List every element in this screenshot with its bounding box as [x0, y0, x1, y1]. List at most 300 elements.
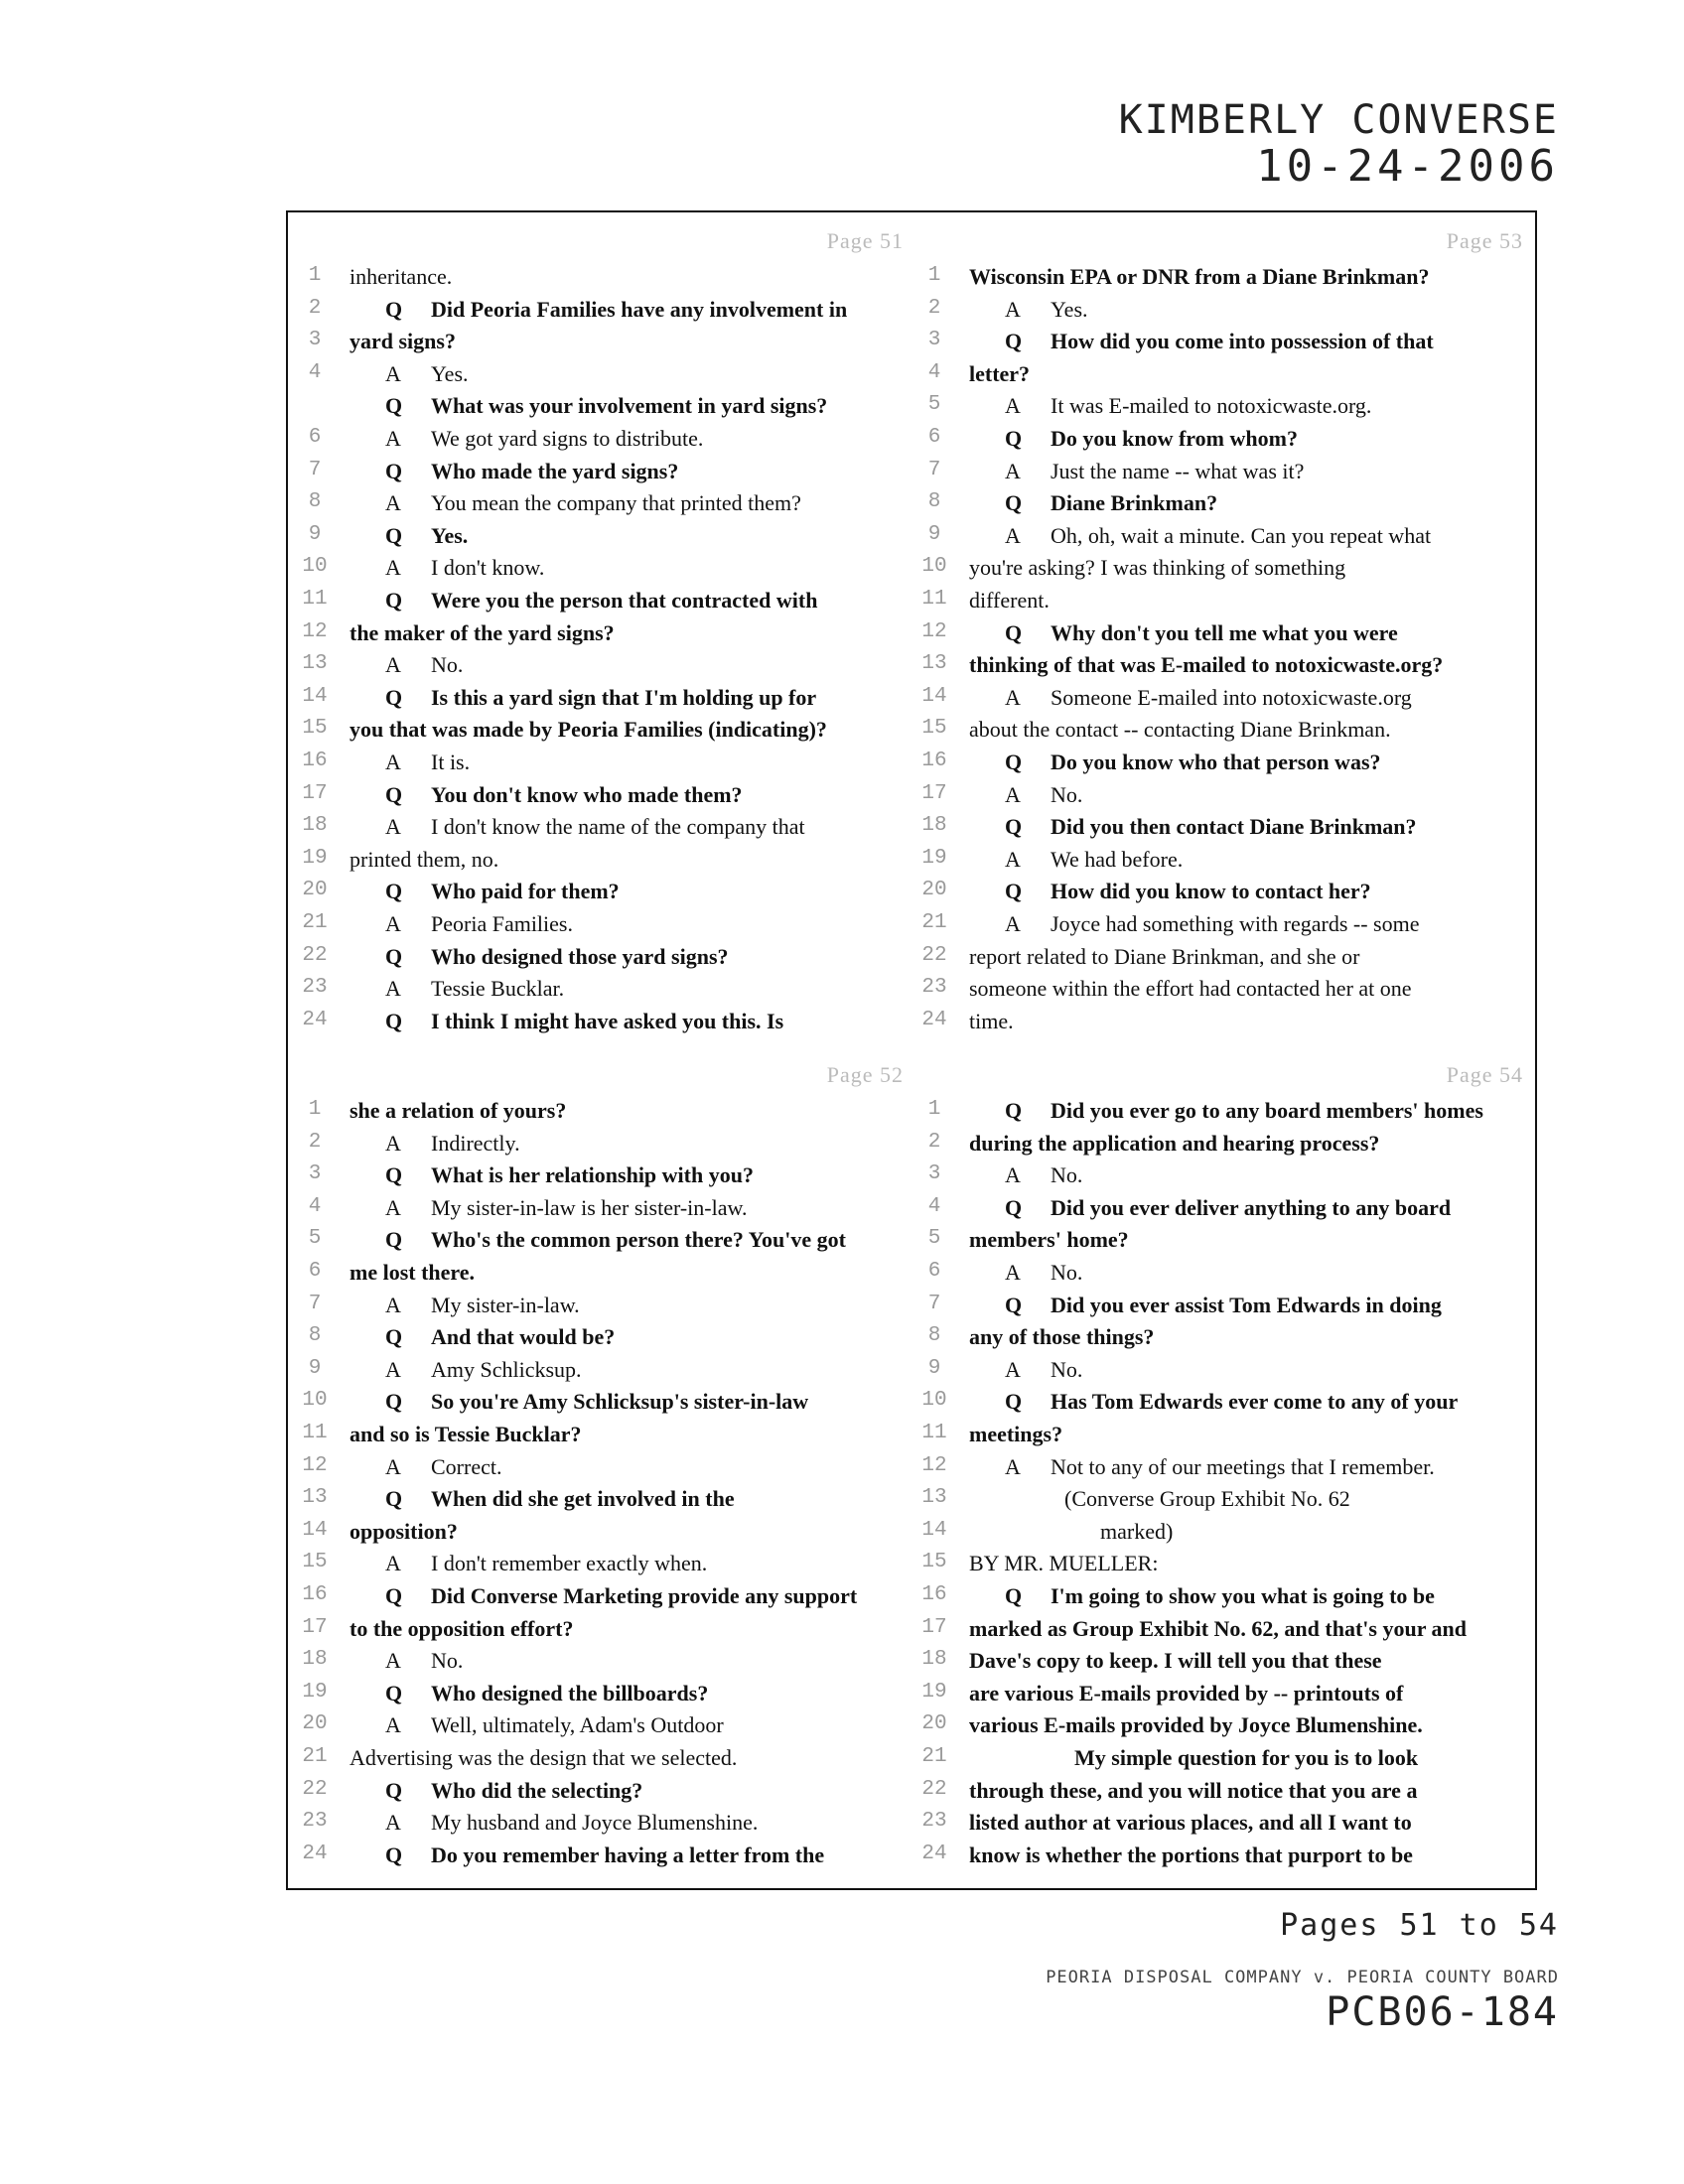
line-number: 22 [921, 1777, 947, 1801]
answer-marker: A [385, 1551, 401, 1576]
transcript-line [296, 457, 912, 488]
question-marker: Q [1005, 814, 1023, 840]
line-text: and so is Tessie Bucklar? [350, 1422, 582, 1446]
transcript-line [915, 457, 1531, 488]
transcript-line [296, 1484, 912, 1516]
line-body: No. [1051, 1356, 1083, 1382]
line-number: 15 [921, 1551, 947, 1574]
line-number: 24 [921, 1842, 947, 1865]
line-text [1005, 424, 1298, 454]
line-text: she a relation of yours? [350, 1098, 567, 1123]
transcript-line [296, 359, 912, 391]
line-text: printed them, no. [350, 846, 499, 872]
question-marker: Q [385, 522, 403, 548]
line-text [385, 359, 469, 389]
line-number: 3 [308, 329, 322, 352]
line-number: 18 [921, 1648, 947, 1672]
line-body: No. [1051, 781, 1083, 807]
line-text: you're asking? I was thinking of something [969, 555, 1346, 581]
line-text [1005, 812, 1417, 842]
transcript-line [915, 1549, 1531, 1580]
line-text [1005, 521, 1431, 551]
line-number: 6 [927, 1260, 941, 1283]
answer-marker: A [1005, 458, 1021, 483]
line-body: When did she get involved in the [431, 1486, 735, 1512]
line-number: 13 [302, 1486, 328, 1510]
question-marker: Q [385, 1389, 403, 1415]
answer-marker: A [385, 490, 401, 516]
line-text [385, 553, 544, 583]
transcript-line [296, 586, 912, 617]
line-body: Joyce had something with regards -- some [1051, 911, 1420, 936]
question-marker: Q [385, 1324, 403, 1350]
line-text: Advertising was the design that we selected. [350, 1745, 738, 1770]
answer-marker: A [385, 1810, 401, 1836]
line-text: members' home? [969, 1227, 1129, 1253]
line-text: My simple question for you is to look [1074, 1745, 1419, 1770]
line-number: 6 [308, 1260, 322, 1283]
question-marker: Q [385, 1486, 403, 1512]
line-text [1005, 748, 1381, 777]
question-marker: Q [385, 943, 403, 969]
line-number: 21 [921, 911, 947, 934]
line-body: Do you know from whom? [1051, 426, 1298, 451]
line-number: 2 [927, 1130, 941, 1154]
line-number: 21 [302, 911, 328, 934]
transcript-line [296, 1549, 912, 1580]
line-text: various E-mails provided by Joyce Blumenshine. [969, 1712, 1423, 1738]
transcript-line [915, 1710, 1531, 1742]
line-number: 1 [308, 1098, 322, 1121]
page-range: Pages 51 to 54 [1280, 1908, 1559, 1943]
line-body: Did you then contact Diane Brinkman? [1051, 814, 1417, 840]
line-body: I'm going to show you what is going to be [1051, 1583, 1435, 1608]
line-text [1005, 1291, 1442, 1320]
line-text [385, 1679, 708, 1708]
transcript-line [915, 683, 1531, 715]
answer-marker: A [1005, 1356, 1021, 1382]
line-number: 2 [308, 1130, 322, 1154]
line-number: 17 [921, 1615, 947, 1639]
line-text [1005, 1387, 1458, 1417]
answer-marker: A [1005, 1162, 1021, 1188]
question-marker: Q [385, 879, 403, 904]
line-text: Wisconsin EPA or DNR from a Diane Brinkman? [969, 264, 1430, 289]
line-number: 10 [302, 1389, 328, 1413]
line-number: 13 [921, 652, 947, 676]
transcript-page-51 [296, 220, 912, 1054]
line-number: 8 [927, 490, 941, 514]
line-number: 18 [302, 814, 328, 838]
line-number: 13 [921, 1486, 947, 1510]
answer-marker: A [385, 555, 401, 581]
line-number: 21 [302, 1745, 328, 1768]
line-number: 11 [302, 1422, 328, 1444]
line-text: me lost there. [350, 1260, 476, 1285]
transcript-line [296, 1614, 912, 1646]
line-number: 4 [308, 1194, 322, 1218]
transcript-line [915, 586, 1531, 617]
line-number: 14 [921, 1518, 947, 1542]
transcript-line [915, 715, 1531, 747]
line-body: My sister-in-law. [431, 1292, 580, 1317]
line-text [385, 877, 620, 906]
line-number: 11 [921, 588, 947, 611]
line-number: 16 [921, 750, 947, 772]
line-number: 17 [302, 1615, 328, 1639]
line-number: 16 [302, 750, 328, 772]
answer-marker: A [1005, 846, 1021, 872]
line-number: 20 [921, 1712, 947, 1736]
line-number: 14 [302, 1518, 328, 1542]
line-number: 2 [308, 296, 322, 320]
transcript-line [296, 553, 912, 585]
line-text: time. [969, 1008, 1014, 1033]
line-text: thinking of that was E-mailed to notoxicwaste.org? [969, 652, 1444, 678]
line-number: 13 [302, 652, 328, 676]
transcript-line [915, 812, 1531, 844]
line-body: Did Converse Marketing provide any support [431, 1583, 858, 1608]
line-text [1005, 1355, 1082, 1385]
line-number: 22 [921, 943, 947, 967]
line-number: 20 [302, 1712, 328, 1736]
transcript-line [915, 1679, 1531, 1710]
line-body: Were you the person that contracted with [431, 588, 818, 613]
line-text [385, 1387, 808, 1417]
transcript-line [296, 1225, 912, 1257]
transcript-line [915, 1743, 1531, 1775]
line-text: Dave's copy to keep. I will tell you that these [969, 1648, 1382, 1674]
line-text [1005, 391, 1371, 421]
question-marker: Q [385, 781, 403, 807]
line-number: 8 [308, 1324, 322, 1348]
line-text: you that was made by Peoria Families (indicating)? [350, 717, 827, 743]
line-number: 20 [921, 879, 947, 902]
transcript-line [296, 262, 912, 294]
line-text [385, 683, 816, 713]
line-number: 24 [302, 1008, 328, 1031]
question-marker: Q [385, 393, 403, 419]
transcript-line [915, 650, 1531, 682]
transcript-line [915, 1776, 1531, 1808]
line-text [385, 1581, 857, 1611]
line-text: (Converse Group Exhibit No. 62 [1064, 1486, 1350, 1512]
transcript-line [296, 1841, 912, 1872]
transcript-line [296, 683, 912, 715]
line-body: Did you ever deliver anything to any board [1051, 1194, 1452, 1220]
line-body: How did you know to contact her? [1051, 879, 1371, 904]
transcript-page-54 [915, 1054, 1531, 1888]
line-body: Just the name -- what was it? [1051, 458, 1305, 483]
answer-marker: A [385, 1648, 401, 1674]
question-marker: Q [385, 684, 403, 710]
line-text [385, 457, 678, 486]
line-text [385, 1776, 642, 1806]
line-text [1005, 488, 1217, 518]
transcript-line [296, 748, 912, 779]
line-text [1005, 457, 1304, 486]
line-body: Indirectly. [431, 1130, 520, 1156]
line-number: 10 [921, 555, 947, 579]
line-number: 2 [927, 296, 941, 320]
line-number: 23 [302, 1810, 328, 1834]
transcript-line [296, 1420, 912, 1451]
transcript-line [296, 780, 912, 812]
question-marker: Q [385, 1583, 403, 1608]
line-body: Who made the yard signs? [431, 458, 679, 483]
answer-marker: A [385, 426, 401, 451]
answer-marker: A [1005, 393, 1021, 419]
transcript-line [915, 1007, 1531, 1038]
transcript-line [915, 748, 1531, 779]
line-text [1005, 683, 1412, 713]
answer-marker: A [1005, 1453, 1021, 1479]
line-text [1005, 1581, 1435, 1611]
line-body: I think I might have asked you this. Is [431, 1008, 784, 1033]
line-body: Do you know who that person was? [1051, 750, 1381, 774]
answer-marker: A [385, 1356, 401, 1382]
answer-marker: A [385, 360, 401, 386]
transcript-line [296, 942, 912, 974]
line-text [1005, 1452, 1435, 1482]
transcript-line [915, 391, 1531, 423]
transcript-page-53 [915, 220, 1531, 1054]
question-marker: Q [385, 458, 403, 483]
line-number: 8 [927, 1324, 941, 1348]
question-marker: Q [385, 1680, 403, 1706]
answer-marker: A [385, 1712, 401, 1738]
line-number: 7 [927, 458, 941, 481]
line-text [385, 942, 729, 972]
line-body: Did you ever assist Tom Edwards in doing [1051, 1292, 1442, 1317]
line-number: 9 [308, 1356, 322, 1380]
deponent-name: KIMBERLY CONVERSE [1118, 97, 1559, 143]
line-body: My husband and Joyce Blumenshine. [431, 1810, 759, 1836]
transcript-line [296, 1743, 912, 1775]
line-body: How did you come into possession of that [1051, 329, 1434, 354]
line-text: during the application and hearing process? [969, 1130, 1380, 1156]
line-body: Is this a yard sign that I'm holding up for [431, 684, 817, 710]
line-text: BY MR. MUELLER: [969, 1551, 1159, 1576]
line-text [385, 1549, 707, 1578]
transcript-line [296, 1355, 912, 1387]
line-number: 23 [921, 1810, 947, 1834]
transcript-line [915, 1614, 1531, 1646]
question-marker: Q [1005, 1098, 1023, 1123]
transcript-line [296, 295, 912, 327]
line-number: 10 [302, 555, 328, 579]
line-body: You don't know who made them? [431, 781, 743, 807]
line-number: 19 [302, 846, 328, 870]
line-text [1005, 618, 1398, 648]
line-number: 12 [302, 1453, 328, 1477]
line-text: through these, and you will notice that you are a [969, 1777, 1418, 1803]
transcript-line [296, 1129, 912, 1160]
transcript-line [915, 1096, 1531, 1128]
line-body: It is. [431, 750, 471, 774]
line-number: 5 [927, 1227, 941, 1251]
transcript-line [296, 327, 912, 358]
transcript-line [915, 1129, 1531, 1160]
line-number: 14 [302, 684, 328, 708]
transcript-line [296, 1581, 912, 1613]
transcript-line [296, 618, 912, 650]
question-marker: Q [1005, 490, 1023, 516]
transcript-line [296, 1387, 912, 1419]
question-marker: Q [385, 1777, 403, 1803]
line-body: And that would be? [431, 1324, 616, 1350]
transcript-line [915, 618, 1531, 650]
line-body: Who designed the billboards? [431, 1680, 709, 1706]
line-number: 10 [921, 1389, 947, 1413]
line-number: 9 [308, 522, 322, 546]
line-body: Someone E-mailed into notoxicwaste.org [1051, 684, 1412, 710]
line-text [385, 974, 564, 1004]
line-text [385, 748, 470, 777]
answer-marker: A [1005, 781, 1021, 807]
line-text [385, 1129, 520, 1159]
line-text [385, 1646, 463, 1676]
transcript-line [915, 1355, 1531, 1387]
line-number: 18 [921, 814, 947, 838]
line-text: know is whether the portions that purport to be [969, 1842, 1413, 1867]
transcript-line [296, 1096, 912, 1128]
line-body: Why don't you tell me what you were [1051, 619, 1398, 645]
line-text [385, 1841, 824, 1870]
question-marker: Q [385, 296, 403, 322]
line-number: 4 [927, 360, 941, 384]
line-text [385, 1322, 615, 1352]
line-number: 4 [927, 1194, 941, 1218]
question-marker: Q [385, 1008, 403, 1033]
line-text [1005, 845, 1183, 875]
answer-marker: A [385, 911, 401, 936]
answer-marker: A [385, 652, 401, 678]
line-text [1005, 877, 1371, 906]
transcript-line [296, 1258, 912, 1290]
transcript-line [915, 1225, 1531, 1257]
line-body: Not to any of our meetings that I remember. [1051, 1453, 1435, 1479]
transcript-line [296, 845, 912, 877]
line-body: Who did the selecting? [431, 1777, 643, 1803]
deposition-date: 10-24-2006 [1256, 141, 1559, 192]
line-text [385, 391, 827, 421]
transcript-line [296, 715, 912, 747]
transcript-line [296, 1646, 912, 1678]
line-number: 5 [927, 393, 941, 417]
transcript-line [915, 780, 1531, 812]
transcript-line [915, 877, 1531, 908]
answer-marker: A [1005, 522, 1021, 548]
transcript-line [915, 942, 1531, 974]
line-body: I don't know the name of the company that [431, 814, 805, 840]
line-body: I don't know. [431, 555, 545, 581]
line-body: Has Tom Edwards ever come to any of your [1051, 1389, 1459, 1415]
line-number: 7 [308, 458, 322, 481]
transcript-line [296, 909, 912, 941]
transcript-line [296, 1452, 912, 1484]
docket-number: PCB06-184 [1326, 1989, 1559, 2035]
line-body: No. [431, 652, 464, 678]
transcript-line [296, 1322, 912, 1354]
line-text [385, 1225, 846, 1255]
line-body: We had before. [1051, 846, 1184, 872]
transcript-line [915, 909, 1531, 941]
line-text: marked) [1100, 1518, 1174, 1544]
line-number: 18 [302, 1648, 328, 1672]
transcript-line [915, 1258, 1531, 1290]
transcript-line [915, 974, 1531, 1006]
question-marker: Q [1005, 619, 1023, 645]
transcript-line [296, 488, 912, 520]
question-marker: Q [1005, 879, 1023, 904]
line-number: 16 [921, 1583, 947, 1606]
line-text [1005, 909, 1419, 939]
line-number: 1 [308, 264, 322, 287]
line-text: marked as Group Exhibit No. 62, and that's your and [969, 1615, 1468, 1641]
transcript-line [296, 1517, 912, 1549]
line-text [1005, 295, 1088, 325]
answer-marker: A [385, 1292, 401, 1317]
line-text [385, 586, 817, 615]
line-body: Did you ever go to any board members' homes [1051, 1098, 1483, 1123]
line-body: Did Peoria Families have any involvement in [431, 296, 848, 322]
line-number: 7 [927, 1292, 941, 1315]
transcript-line [296, 650, 912, 682]
answer-marker: A [385, 750, 401, 774]
line-number: 12 [302, 619, 328, 643]
transcript-line [915, 359, 1531, 391]
question-marker: Q [385, 1162, 403, 1188]
answer-marker: A [1005, 911, 1021, 936]
transcript-page-52 [296, 1054, 912, 1888]
transcript-line [915, 1160, 1531, 1192]
line-number: 3 [308, 1162, 322, 1186]
transcript-line [915, 1646, 1531, 1678]
page-label: Page 51 [826, 228, 904, 253]
line-body: Well, ultimately, Adam's Outdoor [431, 1712, 724, 1738]
question-marker: Q [1005, 1583, 1023, 1608]
line-body: Amy Schlicksup. [431, 1356, 582, 1382]
line-text [385, 812, 805, 842]
transcript-line [296, 974, 912, 1006]
line-text: report related to Diane Brinkman, and she or [969, 943, 1360, 969]
line-text [385, 1160, 754, 1190]
line-text: different. [969, 588, 1050, 613]
transcript-line [915, 295, 1531, 327]
line-number: 21 [921, 1745, 947, 1768]
answer-marker: A [1005, 684, 1021, 710]
line-text [1005, 1193, 1451, 1223]
question-marker: Q [385, 1842, 403, 1867]
line-body: No. [1051, 1162, 1083, 1188]
line-text: any of those things? [969, 1324, 1155, 1350]
line-text [1005, 327, 1434, 356]
line-body: Oh, oh, wait a minute. Can you repeat what [1051, 522, 1432, 548]
line-body: What is her relationship with you? [431, 1162, 754, 1188]
transcript-line [915, 1420, 1531, 1451]
line-text: to the opposition effort? [350, 1615, 574, 1641]
transcript-line [296, 1007, 912, 1038]
line-body: No. [431, 1648, 464, 1674]
line-number: 22 [302, 1777, 328, 1801]
line-text [385, 909, 573, 939]
line-text: the maker of the yard signs? [350, 619, 615, 645]
line-body: Correct. [431, 1453, 502, 1479]
line-number: 11 [921, 1422, 947, 1444]
line-number: 14 [921, 684, 947, 708]
line-body: Peoria Families. [431, 911, 573, 936]
